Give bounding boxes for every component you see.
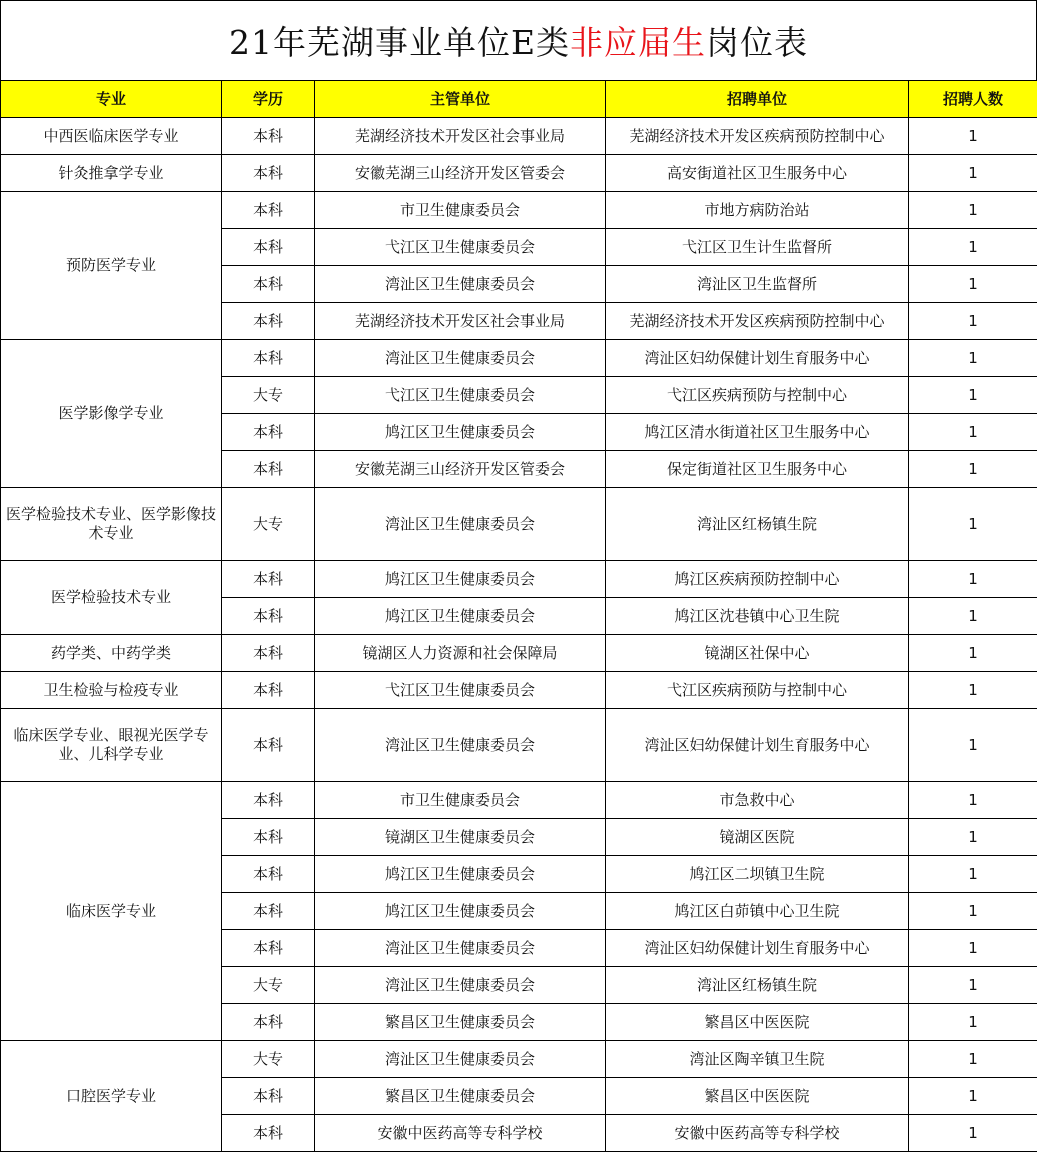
cell-education: 本科 [222,155,315,192]
cell-department: 湾沚区卫生健康委员会 [315,967,606,1004]
table-row [1,672,1037,709]
cell-employer: 鸠江区白茆镇中心卫生院 [606,893,909,930]
cell-employer: 湾沚区红杨镇生院 [606,488,909,561]
cell-department: 市卫生健康委员会 [315,782,606,819]
cell-employer: 繁昌区中医医院 [606,1004,909,1041]
cell-count: 1 [909,782,1037,819]
title-suffix: 岗位表 [706,23,809,62]
table-row [1,118,1037,155]
cell-count: 1 [909,414,1037,451]
cell-department: 鸠江区卫生健康委员会 [315,893,606,930]
table-row [1,635,1037,672]
table-row [1,782,1037,819]
cell-count: 1 [909,561,1037,598]
header-row [1,81,1037,118]
cell-department: 繁昌区卫生健康委员会 [315,1004,606,1041]
cell-department: 芜湖经济技术开发区社会事业局 [315,303,606,340]
cell-count: 1 [909,377,1037,414]
cell-department: 湾沚区卫生健康委员会 [315,1041,606,1078]
cell-department: 安徽芜湖三山经济开发区管委会 [315,451,606,488]
cell-department: 芜湖经济技术开发区社会事业局 [315,118,606,155]
cell-count: 1 [909,488,1037,561]
cell-department: 弋江区卫生健康委员会 [315,672,606,709]
cell-department: 市卫生健康委员会 [315,192,606,229]
cell-department: 安徽芜湖三山经济开发区管委会 [315,155,606,192]
cell-department: 湾沚区卫生健康委员会 [315,266,606,303]
cell-count: 1 [909,930,1037,967]
cell-employer: 高安街道社区卫生服务中心 [606,155,909,192]
cell-education: 本科 [222,192,315,229]
cell-major: 预防医学专业 [1,192,222,340]
cell-department: 安徽中医药高等专科学校 [315,1115,606,1152]
cell-count: 1 [909,155,1037,192]
cell-employer: 鸠江区清水街道社区卫生服务中心 [606,414,909,451]
header-education: 学历 [222,81,315,118]
table-body [1,118,1037,1152]
cell-employer: 繁昌区中医医院 [606,1078,909,1115]
cell-employer: 弋江区卫生计生监督所 [606,229,909,266]
cell-major: 口腔医学专业 [1,1041,222,1152]
cell-department: 湾沚区卫生健康委员会 [315,340,606,377]
cell-employer: 镜湖区社保中心 [606,635,909,672]
cell-count: 1 [909,1078,1037,1115]
cell-education: 本科 [222,561,315,598]
cell-education: 大专 [222,377,315,414]
cell-education: 本科 [222,340,315,377]
cell-major: 针灸推拿学专业 [1,155,222,192]
cell-department: 鸠江区卫生健康委员会 [315,414,606,451]
cell-education: 本科 [222,598,315,635]
cell-employer: 芜湖经济技术开发区疾病预防控制中心 [606,118,909,155]
cell-education: 本科 [222,893,315,930]
cell-department: 湾沚区卫生健康委员会 [315,709,606,782]
cell-employer: 鸠江区二坝镇卫生院 [606,856,909,893]
cell-count: 1 [909,303,1037,340]
cell-department: 鸠江区卫生健康委员会 [315,856,606,893]
cell-education: 本科 [222,303,315,340]
cell-count: 1 [909,893,1037,930]
header-major: 专业 [1,81,222,118]
cell-employer: 市急救中心 [606,782,909,819]
cell-employer: 鸠江区沈巷镇中心卫生院 [606,598,909,635]
cell-employer: 湾沚区卫生监督所 [606,266,909,303]
cell-education: 本科 [222,930,315,967]
cell-count: 1 [909,266,1037,303]
cell-department: 弋江区卫生健康委员会 [315,229,606,266]
cell-count: 1 [909,967,1037,1004]
cell-education: 本科 [222,819,315,856]
cell-department: 湾沚区卫生健康委员会 [315,930,606,967]
cell-education: 本科 [222,414,315,451]
cell-count: 1 [909,709,1037,782]
page-title [0,0,1037,80]
cell-employer: 弋江区疾病预防与控制中心 [606,377,909,414]
cell-count: 1 [909,1041,1037,1078]
cell-department: 湾沚区卫生健康委员会 [315,488,606,561]
cell-education: 大专 [222,1041,315,1078]
cell-education: 本科 [222,1115,315,1152]
header-employer: 招聘单位 [606,81,909,118]
table-row [1,1041,1037,1078]
cell-count: 1 [909,1004,1037,1041]
cell-count: 1 [909,672,1037,709]
cell-employer: 保定街道社区卫生服务中心 [606,451,909,488]
table-row [1,709,1037,782]
cell-count: 1 [909,1115,1037,1152]
cell-employer: 湾沚区妇幼保健计划生育服务中心 [606,930,909,967]
cell-major: 临床医学专业 [1,782,222,1041]
cell-department: 鸠江区卫生健康委员会 [315,561,606,598]
cell-education: 本科 [222,451,315,488]
cell-education: 本科 [222,118,315,155]
cell-education: 本科 [222,1078,315,1115]
table-row [1,340,1037,377]
cell-count: 1 [909,856,1037,893]
cell-major: 中西医临床医学专业 [1,118,222,155]
cell-education: 本科 [222,229,315,266]
cell-department: 鸠江区卫生健康委员会 [315,598,606,635]
cell-department: 镜湖区人力资源和社会保障局 [315,635,606,672]
cell-department: 镜湖区卫生健康委员会 [315,819,606,856]
cell-employer: 湾沚区红杨镇生院 [606,967,909,1004]
cell-employer: 安徽中医药高等专科学校 [606,1115,909,1152]
cell-education: 本科 [222,782,315,819]
cell-employer: 芜湖经济技术开发区疾病预防控制中心 [606,303,909,340]
cell-employer: 湾沚区妇幼保健计划生育服务中心 [606,709,909,782]
cell-education: 本科 [222,266,315,303]
cell-employer: 湾沚区妇幼保健计划生育服务中心 [606,340,909,377]
cell-education: 本科 [222,709,315,782]
cell-major: 临床医学专业、眼视光医学专业、儿科学专业 [1,709,222,782]
cell-major: 药学类、中药学类 [1,635,222,672]
cell-count: 1 [909,229,1037,266]
cell-employer: 镜湖区医院 [606,819,909,856]
cell-education: 本科 [222,1004,315,1041]
positions-table [0,80,1037,1152]
cell-count: 1 [909,340,1037,377]
cell-education: 本科 [222,672,315,709]
cell-department: 繁昌区卫生健康委员会 [315,1078,606,1115]
table-row [1,192,1037,229]
cell-education: 本科 [222,635,315,672]
cell-major: 卫生检验与检疫专业 [1,672,222,709]
header-count: 招聘人数 [909,81,1037,118]
cell-count: 1 [909,635,1037,672]
cell-education: 大专 [222,967,315,1004]
cell-education: 本科 [222,856,315,893]
header-department: 主管单位 [315,81,606,118]
title-prefix: 21年芜湖事业单位E类 [228,23,571,62]
title-highlight: 非应届生 [570,23,707,62]
table-row [1,488,1037,561]
cell-count: 1 [909,819,1037,856]
table-row [1,155,1037,192]
cell-count: 1 [909,598,1037,635]
cell-department: 弋江区卫生健康委员会 [315,377,606,414]
cell-major: 医学检验技术专业 [1,561,222,635]
table-row [1,561,1037,598]
cell-employer: 湾沚区陶辛镇卫生院 [606,1041,909,1078]
cell-count: 1 [909,118,1037,155]
cell-employer: 弋江区疾病预防与控制中心 [606,672,909,709]
cell-count: 1 [909,451,1037,488]
cell-major: 医学检验技术专业、医学影像技术专业 [1,488,222,561]
cell-count: 1 [909,192,1037,229]
cell-major: 医学影像学专业 [1,340,222,488]
cell-employer: 鸠江区疾病预防控制中心 [606,561,909,598]
cell-employer: 市地方病防治站 [606,192,909,229]
cell-education: 大专 [222,488,315,561]
